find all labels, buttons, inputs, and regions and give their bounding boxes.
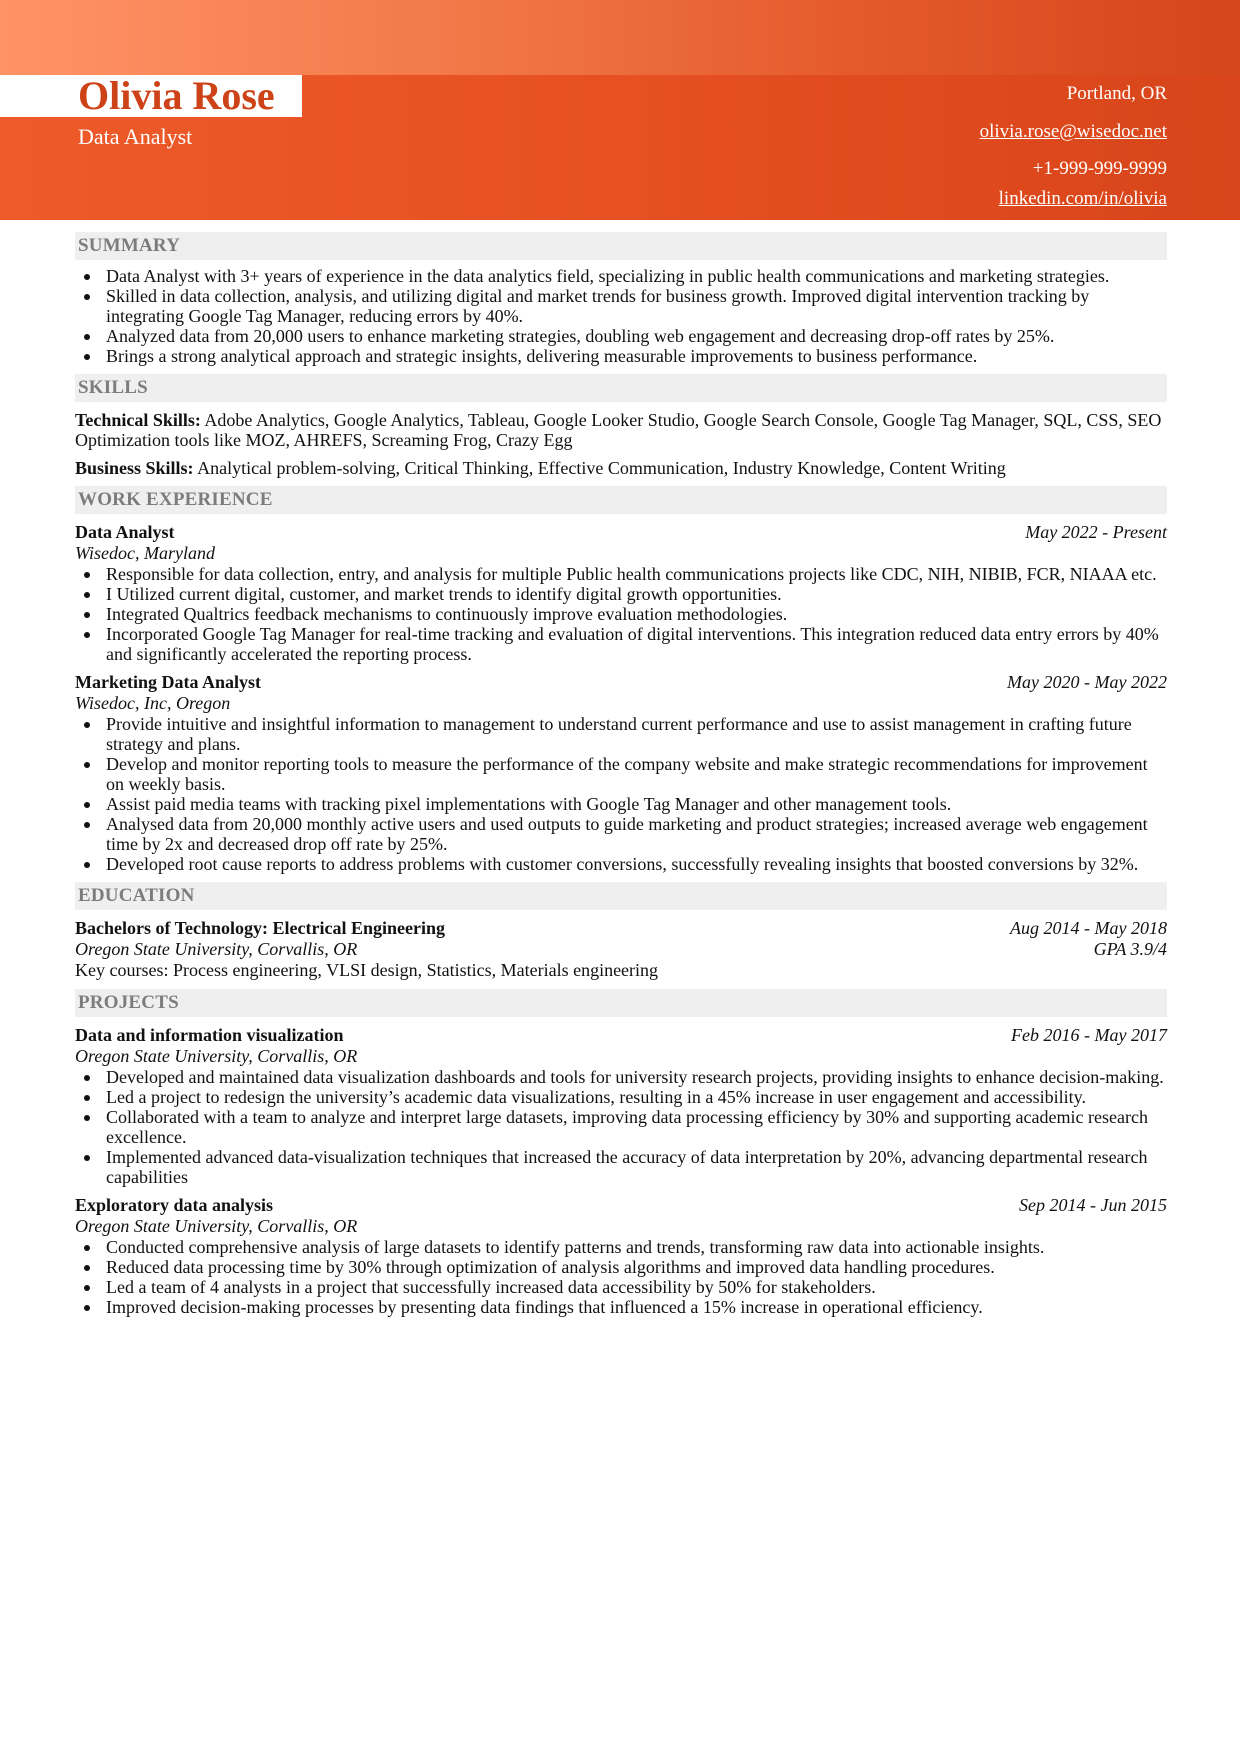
bullet-icon bbox=[84, 802, 90, 808]
contact-linkedin-link[interactable]: linkedin.com/in/olivia bbox=[998, 188, 1167, 209]
list-item-text: Led a team of 4 analysts in a project that successfully increased data accessibility by 50% for stakeholders. bbox=[106, 1277, 876, 1297]
key-courses: Key courses: Process engineering, VLSI design, Statistics, Materials engineering bbox=[75, 960, 659, 980]
bullet-icon bbox=[84, 762, 90, 768]
business-skills bbox=[75, 458, 1167, 478]
education-dates: Aug 2014 - May 2018 bbox=[1010, 918, 1167, 938]
contact-phone: +1-999-999-9999 bbox=[1032, 158, 1167, 179]
list-item-text: Improved decision-making processes by presenting data findings that influenced a 15% increase in operational efficiency. bbox=[106, 1297, 983, 1317]
skills-section bbox=[75, 374, 1167, 478]
job-bullets bbox=[75, 714, 1167, 874]
business-skills-text: Analytical problem-solving, Critical Thinking, Effective Communication, Industry Knowledge, Content Writing bbox=[197, 458, 1006, 478]
degree: Bachelors of Technology: Electrical Engineering bbox=[75, 918, 445, 938]
list-item-text: Implemented advanced data-visualization techniques that increased the accuracy of data interpretation by 20%, advancing departmental research capabilities bbox=[106, 1147, 1148, 1187]
contact-email-link[interactable]: olivia.rose@wisedoc.net bbox=[979, 121, 1167, 142]
list-item-text: Responsible for data collection, entry, and analysis for multiple Public health communications projects like CDC, NIH, NIBIB, FCR, NIAAA etc. bbox=[106, 564, 1157, 584]
header-banner bbox=[0, 0, 1240, 220]
job-bullets bbox=[75, 564, 1167, 664]
section-heading-projects: PROJECTS bbox=[75, 989, 1167, 1017]
candidate-role: Data Analyst bbox=[78, 124, 193, 149]
list-item bbox=[75, 564, 1167, 584]
job-company: Wisedoc, Maryland bbox=[75, 543, 215, 563]
list-item-text: Developed root cause reports to address problems with customer conversions, successfully revealing insights that boosted conversions by 32%. bbox=[106, 854, 1139, 874]
list-item-text: Conducted comprehensive analysis of large datasets to identify patterns and trends, transforming raw data into actionable insights. bbox=[106, 1237, 1045, 1257]
bullet-icon bbox=[84, 612, 90, 618]
list-item-text: Develop and monitor reporting tools to measure the performance of the company website and make strategic recommendations for improvement on weekly basis. bbox=[106, 754, 1148, 794]
list-item-text: Collaborated with a team to analyze and interpret large datasets, improving data processing efficiency by 30% and supporting academic research excellence. bbox=[106, 1107, 1148, 1147]
list-item-text: Incorporated Google Tag Manager for real-time tracking and evaluation of digital interventions. This integration reduced data entry errors by 40% and significantly accelerated the reporting process. bbox=[106, 624, 1159, 664]
list-item bbox=[75, 1257, 1167, 1277]
project-dates: Feb 2016 - May 2017 bbox=[1011, 1025, 1167, 1045]
technical-skills-text: Adobe Analytics, Google Analytics, Tableau, Google Looker Studio, Google Search Console, Google Tag Manager, SQL, CSS, SEO Optimization tools like MOZ, AHREFS, Screaming Frog, Crazy Egg bbox=[75, 410, 1162, 450]
header-gradient-top bbox=[0, 0, 1240, 75]
list-item bbox=[75, 1237, 1167, 1257]
bullet-icon bbox=[84, 1115, 90, 1121]
bullet-icon bbox=[84, 274, 90, 280]
section-heading-experience: WORK EXPERIENCE bbox=[75, 486, 1167, 514]
list-item bbox=[75, 266, 1167, 286]
bullet-icon bbox=[84, 1155, 90, 1161]
job-entry bbox=[75, 672, 1167, 874]
list-item-text: Assist paid media teams with tracking pixel implementations with Google Tag Manager and other management tools. bbox=[106, 794, 952, 814]
section-heading-skills: SKILLS bbox=[75, 374, 1167, 402]
project-entry bbox=[75, 1025, 1167, 1187]
summary-list bbox=[75, 266, 1167, 366]
list-item bbox=[75, 624, 1167, 664]
bullet-icon bbox=[84, 334, 90, 340]
section-heading-summary: SUMMARY bbox=[75, 232, 1167, 260]
projects-section bbox=[75, 989, 1167, 1317]
contact-location: Portland, OR bbox=[1066, 83, 1167, 104]
job-title: Marketing Data Analyst bbox=[75, 672, 261, 692]
list-item-text: Analysed data from 20,000 monthly active users and used outputs to guide marketing and product strategies; increased average web engagement time by 2x and decreased drop off rate by 25%. bbox=[106, 814, 1148, 854]
bullet-icon bbox=[84, 862, 90, 868]
project-title: Exploratory data analysis bbox=[75, 1195, 274, 1215]
education-section bbox=[75, 882, 1167, 981]
job-entry bbox=[75, 522, 1167, 664]
job-company: Wisedoc, Inc, Oregon bbox=[75, 693, 231, 713]
job-dates: May 2022 - Present bbox=[1025, 522, 1167, 542]
list-item bbox=[75, 604, 1167, 624]
list-item-text: Led a project to redesign the university’s academic data visualizations, resulting in a 45% increase in user engagement and accessibility. bbox=[106, 1087, 1086, 1107]
list-item bbox=[75, 794, 1167, 814]
list-item bbox=[75, 1107, 1167, 1147]
project-org: Oregon State University, Corvallis, OR bbox=[75, 1216, 358, 1236]
bullet-icon bbox=[84, 294, 90, 300]
bullet-icon bbox=[84, 354, 90, 360]
bullet-icon bbox=[84, 632, 90, 638]
bullet-icon bbox=[84, 1265, 90, 1271]
project-bullets bbox=[75, 1067, 1167, 1187]
list-item-text: Provide intuitive and insightful information to management to understand current performance and use to assist management in crafting future strategy and plans. bbox=[106, 714, 1132, 754]
technical-skills bbox=[75, 410, 1167, 450]
bullet-icon bbox=[84, 722, 90, 728]
list-item bbox=[75, 714, 1167, 754]
list-item-text: Integrated Qualtrics feedback mechanisms to continuously improve evaluation methodologies. bbox=[106, 604, 788, 624]
list-item bbox=[75, 1067, 1167, 1087]
bullet-icon bbox=[84, 1245, 90, 1251]
bullet-icon bbox=[84, 1075, 90, 1081]
bullet-icon bbox=[84, 1095, 90, 1101]
list-item-text: Brings a strong analytical approach and strategic insights, delivering measurable improvements to business performance. bbox=[106, 346, 978, 366]
project-entry bbox=[75, 1195, 1167, 1317]
project-title: Data and information visualization bbox=[75, 1025, 344, 1045]
list-item bbox=[75, 754, 1167, 794]
technical-skills-label: Technical Skills: bbox=[75, 410, 201, 430]
bullet-icon bbox=[84, 1305, 90, 1311]
list-item bbox=[75, 854, 1167, 874]
project-bullets bbox=[75, 1237, 1167, 1317]
list-item-text: Skilled in data collection, analysis, and utilizing digital and market trends for business growth. Improved digital intervention tracking by integrating Google Tag Manager, reducing errors by 40%. bbox=[106, 286, 1090, 326]
list-item-text: Analyzed data from 20,000 users to enhance marketing strategies, doubling web engagement and decreasing drop-off rates by 25%. bbox=[106, 326, 1055, 346]
bullet-icon bbox=[84, 1285, 90, 1291]
summary-section bbox=[75, 232, 1167, 366]
job-dates: May 2020 - May 2022 bbox=[1007, 672, 1167, 692]
bullet-icon bbox=[84, 572, 90, 578]
list-item bbox=[75, 346, 1167, 366]
gpa: GPA 3.9/4 bbox=[1093, 939, 1167, 959]
list-item bbox=[75, 1277, 1167, 1297]
job-title: Data Analyst bbox=[75, 522, 175, 542]
list-item-text: Reduced data processing time by 30% through optimization of analysis algorithms and improved data handling procedures. bbox=[106, 1257, 995, 1277]
list-item bbox=[75, 1297, 1167, 1317]
section-heading-education: EDUCATION bbox=[75, 882, 1167, 910]
school: Oregon State University, Corvallis, OR bbox=[75, 939, 358, 959]
business-skills-label: Business Skills: bbox=[75, 458, 194, 478]
bullet-icon bbox=[84, 592, 90, 598]
education-entry bbox=[75, 918, 1167, 981]
bullet-icon bbox=[84, 822, 90, 828]
list-item bbox=[75, 1147, 1167, 1187]
resume-body bbox=[75, 232, 1167, 1325]
list-item bbox=[75, 814, 1167, 854]
list-item bbox=[75, 286, 1167, 326]
list-item-text: Developed and maintained data visualization dashboards and tools for university research projects, providing insights to enhance decision-making. bbox=[106, 1067, 1164, 1087]
project-dates: Sep 2014 - Jun 2015 bbox=[1019, 1195, 1167, 1215]
list-item bbox=[75, 584, 1167, 604]
candidate-name: Olivia Rose bbox=[78, 73, 275, 118]
experience-section bbox=[75, 486, 1167, 874]
project-org: Oregon State University, Corvallis, OR bbox=[75, 1046, 358, 1066]
list-item-text: Data Analyst with 3+ years of experience in the data analytics field, specializing in public health communications and marketing strategies. bbox=[106, 266, 1110, 286]
list-item-text: I Utilized current digital, customer, and market trends to identify digital growth opportunities. bbox=[106, 584, 782, 604]
list-item bbox=[75, 1087, 1167, 1107]
list-item bbox=[75, 326, 1167, 346]
